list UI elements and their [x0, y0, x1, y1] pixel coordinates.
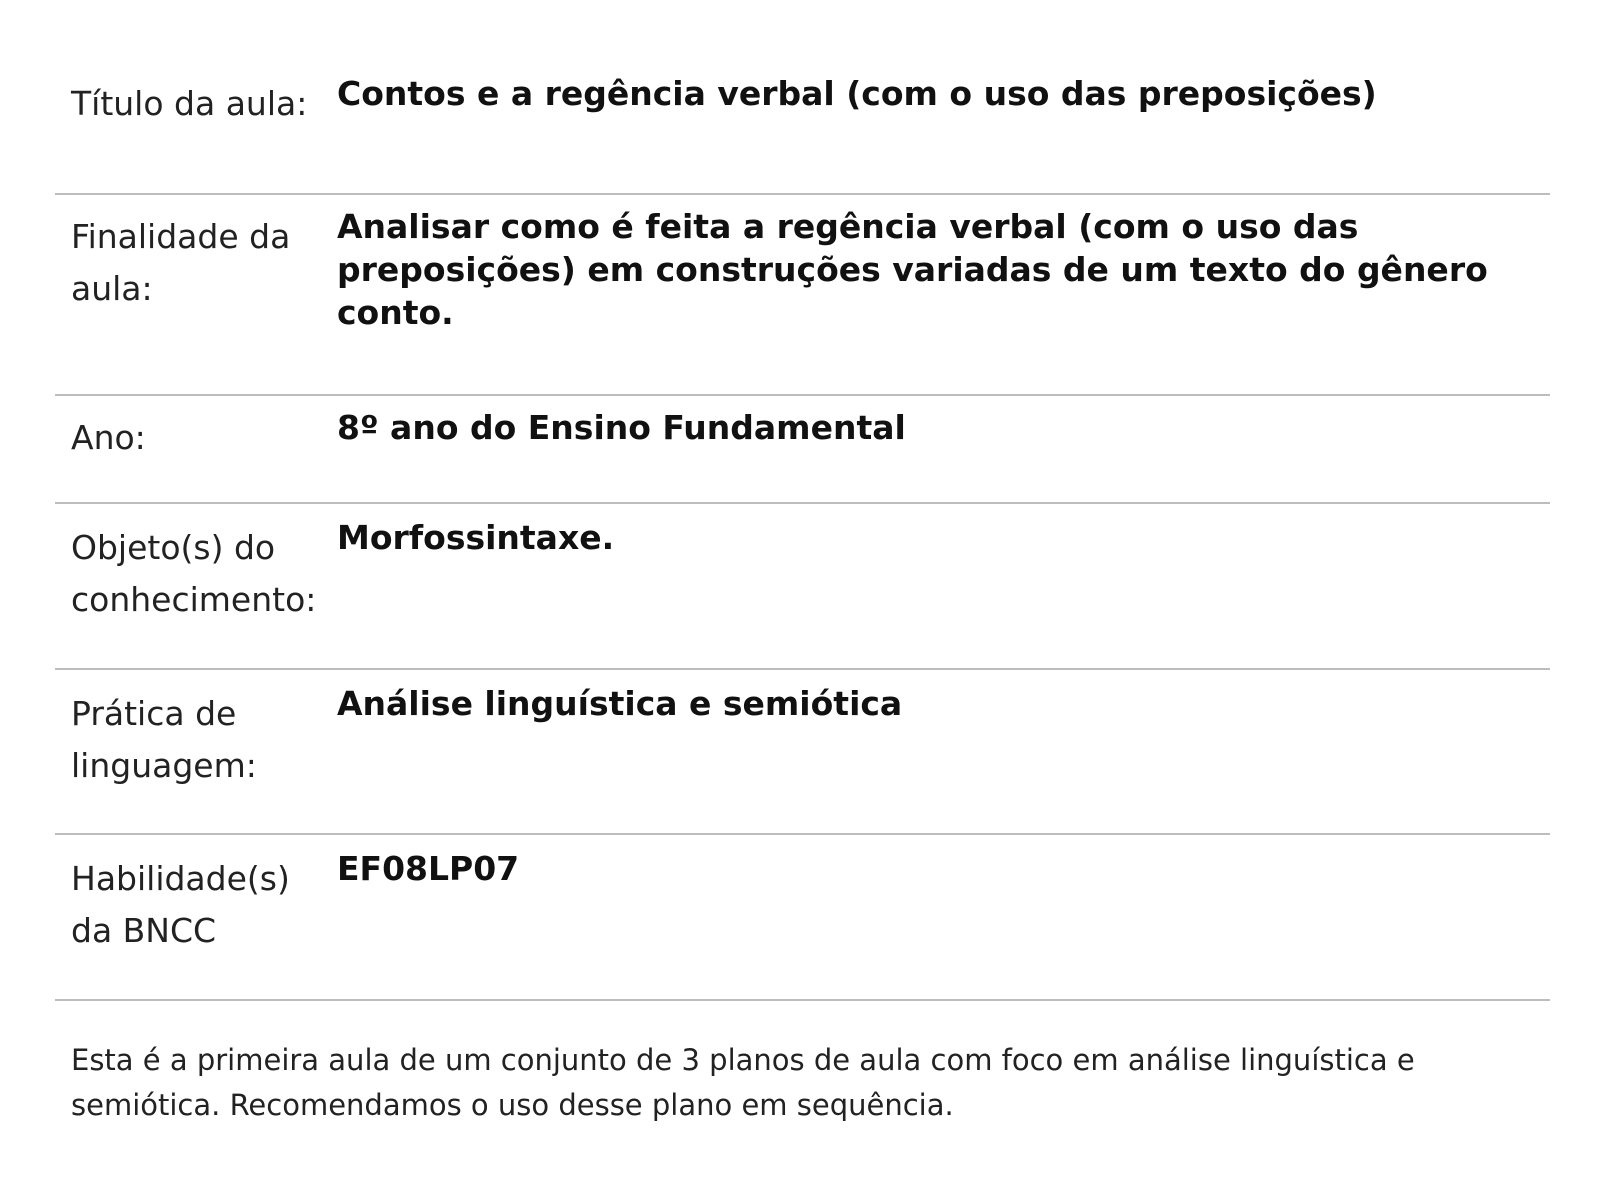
row-label: Ano: — [71, 418, 146, 457]
sequence-note: Esta é a primeira aula de um conjunto de 3 planos de aula com foco em análise linguística e semiótica. Recomendamos o uso desse plano em sequência. — [71, 1043, 1415, 1122]
row-purpose — [55, 195, 1550, 396]
row-label: Objeto(s) do conhecimento: — [71, 528, 317, 619]
row-knowledge-object — [55, 504, 1550, 670]
row-year — [55, 396, 1550, 504]
row-value: 8º ano do Ensino Fundamental — [337, 408, 906, 447]
row-value: Morfossintaxe. — [337, 518, 615, 557]
row-value: EF08LP07 — [337, 849, 520, 888]
row-bncc-skill — [55, 835, 1550, 1001]
row-label: Habilidade(s) da BNCC — [71, 859, 290, 950]
row-title — [55, 0, 1550, 195]
row-language-practice — [55, 670, 1550, 835]
row-label: Finalidade da aula: — [71, 217, 291, 308]
row-label: Prática de linguagem: — [71, 694, 257, 785]
row-value: Contos e a regência verbal (com o uso das preposições) — [337, 74, 1377, 113]
row-label: Título da aula: — [71, 84, 308, 123]
row-value: Analisar como é feita a regência verbal (com o uso das preposições) em construções variadas de um texto do gênero conto. — [337, 207, 1488, 332]
row-value: Análise linguística e semiótica — [337, 684, 903, 723]
